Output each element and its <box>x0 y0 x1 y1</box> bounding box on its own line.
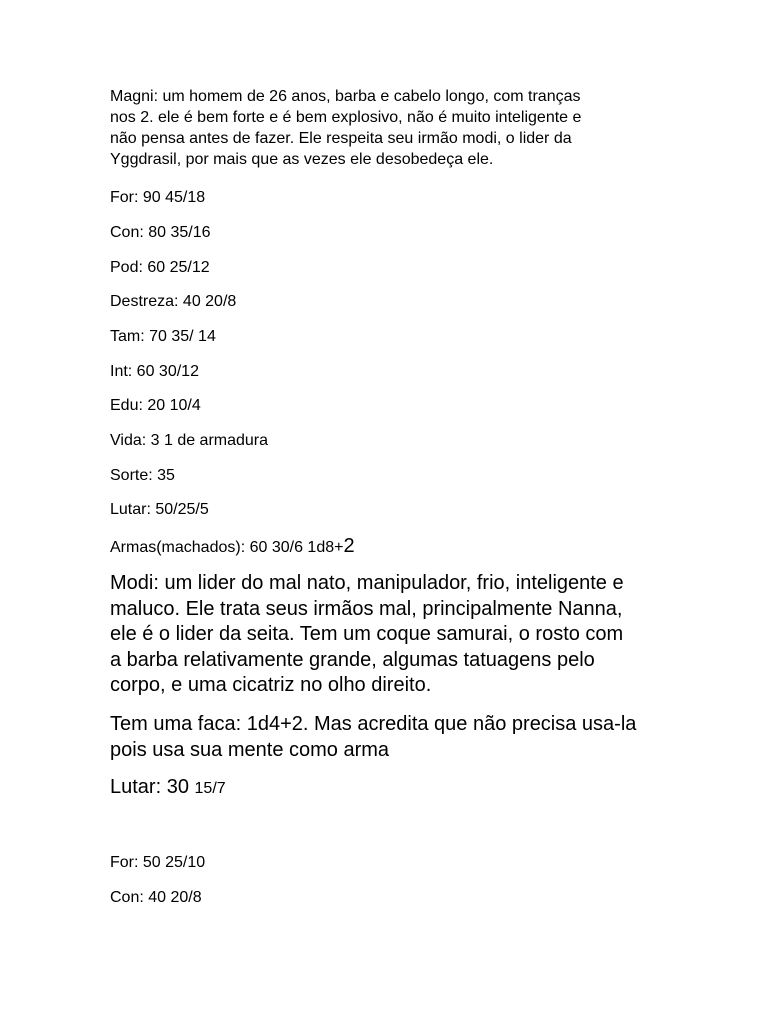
magni-weapons-bonus: 2 <box>343 535 355 557</box>
modi-stat-con: Con: 40 20/8 <box>110 889 202 906</box>
modi-fight-value: 15/7 <box>194 780 226 797</box>
modi-stat-for: For: 50 25/10 <box>110 854 206 871</box>
magni-stat-int: Int: 60 30/12 <box>110 363 199 380</box>
modi-description-line: Modi: um lider do mal nato, manipulador, frio, inteligente e <box>110 572 624 594</box>
magni-description <box>110 86 581 170</box>
modi-weapon-line: pois usa sua mente como arma <box>110 738 390 761</box>
magni-description-line: Yggdrasil, por mais que as vezes ele desobedeça ele. <box>110 151 494 168</box>
modi-description-line: corpo, e uma cicatriz no olho direito. <box>110 674 432 696</box>
magni-description-line: Magni: um homem de 26 anos, barba e cabelo longo, com tranças <box>110 88 581 105</box>
magni-stat-vida: Vida: 3 1 de armadura <box>110 432 269 449</box>
magni-weapons <box>110 536 355 558</box>
modi-description-line: a barba relativamente grande, algumas tatuagens pelo <box>110 648 595 671</box>
magni-description-line: nos 2. ele é bem forte e é bem explosivo, não é muito inteligente e <box>110 109 582 126</box>
magni-stat-edu: Edu: 20 10/4 <box>110 397 201 414</box>
magni-stat-tam: Tam: 70 35/ 14 <box>110 328 216 345</box>
magni-stat-con: Con: 80 35/16 <box>110 224 211 241</box>
modi-description <box>110 571 624 699</box>
magni-description-line: não pensa antes de fazer. Ele respeita seu irmão modi, o lider da <box>110 130 572 147</box>
modi-fight-label: Lutar: 30 <box>110 776 189 798</box>
magni-stat-sorte: Sorte: 35 <box>110 467 175 484</box>
magni-stat-for: For: 90 45/18 <box>110 189 206 206</box>
magni-stat-pod: Pod: 60 25/12 <box>110 259 210 276</box>
modi-description-line: ele é o lider da seita. Tem um coque samurai, o rosto com <box>110 623 624 645</box>
modi-weapon <box>110 712 636 763</box>
magni-weapons-text: Armas(machados): 60 30/6 1d8+ <box>110 539 344 556</box>
modi-weapon-line: Tem uma faca: 1d4+2. Mas acredita que não precisa usa-la <box>110 713 637 735</box>
magni-stat-destreza: Destreza: 40 20/8 <box>110 293 237 310</box>
modi-fight <box>110 775 226 801</box>
modi-description-line: maluco. Ele trata seus irmãos mal, principalmente Nanna, <box>110 597 623 620</box>
magni-stat-lutar: Lutar: 50/25/5 <box>110 501 209 518</box>
